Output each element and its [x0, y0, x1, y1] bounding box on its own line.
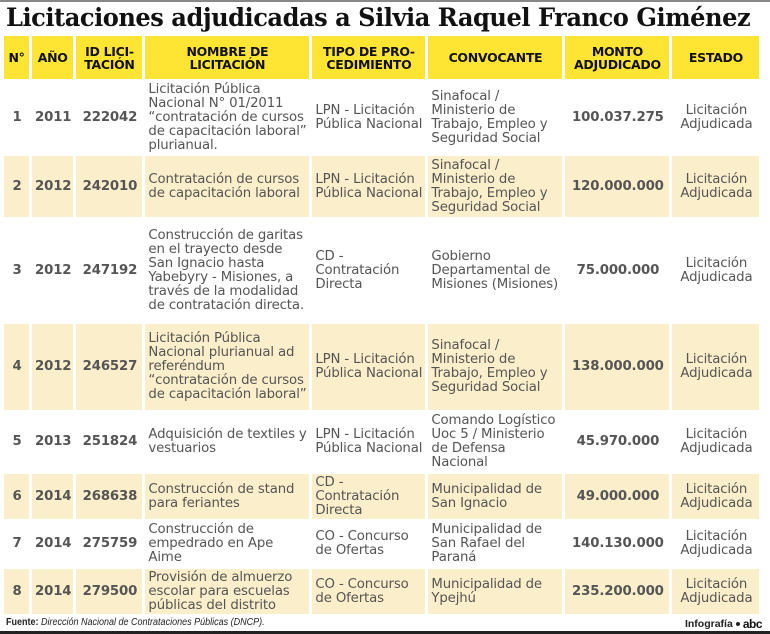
cell-id: 222042: [76, 81, 142, 154]
cell-tipo: CD - Contratación Directa: [312, 219, 425, 322]
cell-anio: 2011: [32, 81, 73, 154]
header-numero: [4, 36, 29, 79]
source-note: [6, 617, 265, 628]
table-row: [4, 569, 759, 614]
cell-monto: 49.000.000: [565, 474, 669, 519]
header-label: TACIÓN: [84, 56, 135, 72]
header-tipo: [312, 36, 425, 79]
licitaciones-table: [1, 34, 762, 616]
header-monto: [565, 36, 669, 79]
cell-estado: Licitación Adjudicada: [672, 219, 759, 322]
cell-monto: 45.970.000: [565, 412, 669, 472]
cell-numero: 4: [4, 324, 29, 410]
cell-estado: Licitación Adjudicada: [672, 521, 759, 567]
cell-numero: 2: [4, 156, 29, 217]
cell-id: 279500: [76, 569, 142, 614]
credit-label: Infografía: [684, 618, 733, 630]
cell-anio: 2014: [32, 569, 73, 614]
cell-id: 242010: [76, 156, 142, 217]
cell-anio: 2013: [32, 412, 73, 472]
header-estado: [672, 36, 759, 79]
cell-nombre: Adquisición de textiles y vestuarios: [145, 412, 309, 472]
cell-estado: Licitación Adjudicada: [672, 156, 759, 217]
cell-tipo: CD - Contratación Directa: [312, 474, 425, 519]
header-anio: [32, 36, 73, 79]
header-label: MONTO: [591, 43, 644, 59]
header-label: AÑO: [37, 50, 68, 65]
header-label: N°: [8, 50, 25, 65]
header-label: TIPO DE PRO-: [323, 43, 415, 59]
page-title: Licitaciones adjudicadas a Silvia Raquel Franco Giménez: [6, 3, 751, 32]
credit: [685, 617, 762, 631]
table-row: [4, 474, 759, 519]
header-label: CONVOCANTE: [448, 50, 543, 65]
source-text: Dirección Nacional de Contrataciones Públicas (DNCP).: [41, 617, 265, 628]
header-label: LICITACIÓN: [189, 56, 266, 72]
table-row: [4, 521, 759, 567]
table-row: [4, 156, 759, 217]
cell-nombre: Contratación de cursos de capacitación laboral: [145, 156, 309, 217]
cell-convocante: Sinafocal / Ministerio de Trabajo, Empleo y Seguridad Social: [428, 156, 562, 217]
header-label: ID LICI-: [85, 43, 134, 59]
cell-tipo: LPN - Licitación Pública Nacional: [312, 324, 425, 410]
cell-anio: 2014: [32, 474, 73, 519]
cell-convocante: Gobierno Departamental de Misiones (Misiones): [428, 219, 562, 322]
source-label: Fuente:: [6, 617, 39, 628]
header-convocante: [428, 36, 562, 79]
cell-estado: Licitación Adjudicada: [672, 474, 759, 519]
cell-id: 268638: [76, 474, 142, 519]
cell-tipo: LPN - Licitación Pública Nacional: [312, 412, 425, 472]
cell-numero: 5: [4, 412, 29, 472]
cell-monto: 120.000.000: [565, 156, 669, 217]
header-nombre: [145, 36, 309, 79]
cell-numero: 1: [4, 81, 29, 154]
cell-estado: Licitación Adjudicada: [672, 324, 759, 410]
header-label: ADJUDICADO: [574, 56, 661, 72]
cell-convocante: Municipalidad de San Ignacio: [428, 474, 562, 519]
cell-numero: 7: [4, 521, 29, 567]
cell-tipo: LPN - Licitación Pública Nacional: [312, 81, 425, 154]
cell-monto: 140.130.000: [565, 521, 669, 567]
cell-monto: 100.037.275: [565, 81, 669, 154]
header-label: ESTADO: [688, 50, 743, 65]
cell-anio: 2012: [32, 324, 73, 410]
cell-nombre: Provisión de almuerzo escolar para escuelas públicas del distrito: [145, 569, 309, 614]
header-label: CEDIMIENTO: [326, 56, 412, 72]
header-label: NOMBRE DE: [186, 43, 269, 59]
header-id-licitacion: [76, 36, 142, 79]
abc-logo: abc: [742, 617, 762, 631]
table-row: [4, 324, 759, 410]
cell-convocante: Municipalidad de Ypejhú: [428, 569, 562, 614]
cell-id: 275759: [76, 521, 142, 567]
cell-convocante: Sinafocal / Ministerio de Trabajo, Empleo y Seguridad Social: [428, 81, 562, 154]
cell-monto: 235.200.000: [565, 569, 669, 614]
cell-id: 247192: [76, 219, 142, 322]
cell-id: 246527: [76, 324, 142, 410]
cell-numero: 6: [4, 474, 29, 519]
cell-tipo: CO - Concurso de Ofertas: [312, 569, 425, 614]
cell-estado: Licitación Adjudicada: [672, 81, 759, 154]
table-row: [4, 412, 759, 472]
cell-nombre: Construcción de empedrado en Ape Aime: [145, 521, 309, 567]
cell-nombre: Licitación Pública Nacional plurianual ad referéndum “contratación de cursos de capacitación laboral”: [145, 324, 309, 410]
cell-monto: 138.000.000: [565, 324, 669, 410]
cell-numero: 8: [4, 569, 29, 614]
cell-tipo: LPN - Licitación Pública Nacional: [312, 156, 425, 217]
table-header-row: [4, 36, 759, 79]
cell-convocante: Sinafocal / Ministerio de Trabajo, Empleo y Seguridad Social: [428, 324, 562, 410]
cell-monto: 75.000.000: [565, 219, 669, 322]
cell-convocante: Comando Logístico Uoc 5 / Ministerio de Defensa Nacional: [428, 412, 562, 472]
cell-nombre: Construcción de stand para feriantes: [145, 474, 309, 519]
table-row: [4, 81, 759, 154]
cell-numero: 3: [4, 219, 29, 322]
cell-estado: Licitación Adjudicada: [672, 412, 759, 472]
cell-tipo: CO - Concurso de Ofertas: [312, 521, 425, 567]
cell-anio: 2014: [32, 521, 73, 567]
cell-anio: 2012: [32, 156, 73, 217]
top-rule: [0, 0, 770, 2]
bullet-icon: [736, 622, 740, 626]
cell-anio: 2012: [32, 219, 73, 322]
cell-nombre: Licitación Pública Nacional N° 01/2011 “contratación de cursos de capacitación laboral” plurianual.: [145, 81, 309, 154]
cell-nombre: Construcción de garitas en el trayecto desde San Ignacio hasta Yabebyry - Misiones, a través de la modalidad de contratación directa.: [145, 219, 309, 322]
cell-convocante: Municipalidad de San Rafael del Paraná: [428, 521, 562, 567]
table-row: [4, 219, 759, 322]
cell-id: 251824: [76, 412, 142, 472]
cell-estado: Licitación Adjudicada: [672, 569, 759, 614]
